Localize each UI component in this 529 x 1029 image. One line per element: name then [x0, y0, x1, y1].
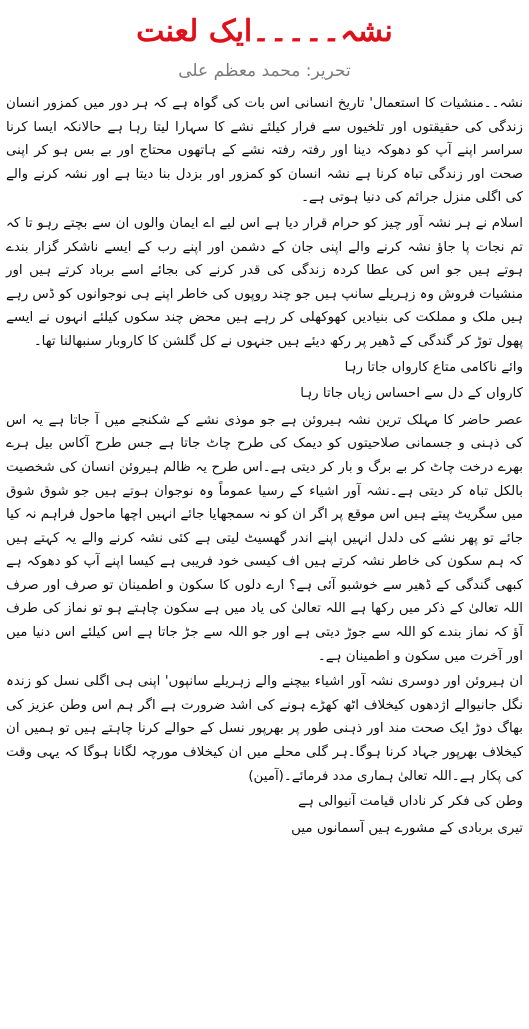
verse-line: وطن کی فکر کر ناداں قیامت آنیوالی ہے [298, 794, 523, 810]
paragraph: ان ہیروئن اور دوسری نشہ آور اشیاء بیچنے والے زہریلے سانپوں' اپنی ہی اگلی نسل کو زندہ نگل جانیوالے اژدھوں کیخلاف اٹھ کھڑے ہونے کی اشد ضرورت ہے اگر ہم اس وطن عزیز کی بھاگ دوڑ ایک صحت مند اور ذہنی طور پر بھرپور نسل کے حوالے کرنا چاہتے ہیں تو ہمیں ان کیخلاف بھرپور جہاد کرنا ہوگا۔ہر گلی محلے میں ان کیخلاف مورچہ لگانا ہوگا کہ یہی وقت کی پکار ہے۔اللہ تعالیٰ ہماری مدد فرمائے۔(آمین) [6, 674, 523, 784]
article-body [6, 92, 523, 843]
paragraph: عصر حاضر کا مہلک ترین نشہ ہیروئن ہے جو موذی نشے کے شکنجے میں آ جاتا ہے یہ اس کی ذہنی و جسمانی صلاحیتوں کو دیمک کی طرح چاٹ جاتا ہے جس طرح آکاس بیل ہرے بھرے درخت چاٹ کر بے برگ و بار کر دیتی ہے۔اس طرح یہ ظالم ہیروئن انسان کی شخصیت بالکل تباہ کر دیتی ہے۔نشہ آور اشیاء کے رسیا عموماً وہ نوجوان ہوتے ہیں جو شوق شوق میں سگریٹ پیتے ہیں اس موقع پر اگر ان کو نہ سمجھایا جائے انہیں اچھا ماحول فراہم نہ کیا جائے تو پھر نشے کی دلدل انہیں اپنے اندر گھسیٹ لیتی ہے کئی نشہ کرنے والے یہ کہتے ہیں کہ ہم سکون کی خاطر نشہ کرتے ہیں اف کیسی خود فریبی ہے کیسا اپنے آپ کو دھوکہ ہے کبھی گندگی کے ڈھیر سے خوشبو آئی ہے؟ ارے دلوں کا سکون و اطمینان تو صرف اور صرف اللہ تعالیٰ کے ذکر میں رکھا ہے اللہ تعالیٰ کی یاد میں ہے سکون چاہتے ہو تو نماز کی طرف آؤ کہ نماز بندے کو اللہ سے جوڑ دیتی ہے اور جو اللہ سے جڑ جاتا ہے اس کیلئے اس دنیا میں اور آخرت میں سکون و اطمینان ہے۔ [6, 412, 523, 664]
article-title: نشہ۔۔۔۔۔ایک لعنت [136, 14, 393, 49]
verse-line: تیری بربادی کے مشورے ہیں آسمانوں میں [291, 820, 523, 836]
verse-line: وائے ناکامی متاع کارواں جاتا رہا [344, 359, 523, 375]
paragraph: نشہ۔۔منشیات کا استعمال' تاریخ انسانی اس بات کی گواہ ہے کہ ہر دور میں کمزور انسان زندگی کی حقیقتوں اور تلخیوں سے فرار کیلئے نشے کا سہارا لیتا رہا ہے حالانکہ ایسا کرنا سراسر اپنے آپ کو دھوکہ دینا اور رفتہ رفتہ نشے کے ہاتھوں محتاج اور بے بس ہو کر اپنی صحت اور زندگی تباہ کرنا ہے نشہ انسان کو کمزور اور بزدل بنا دیتا ہے اور نشہ کرنے والے کی اگلی منزل جرائم کی دنیا ہوتی ہے۔ [6, 96, 523, 206]
verse-line: کارواں کے دل سے احساس زیاں جاتا رہا [300, 386, 523, 402]
article-byline: تحریر: محمد معظم علی [178, 61, 351, 81]
paragraph: اسلام نے ہر نشہ آور چیز کو حرام قرار دیا ہے اس لیے اے ایمان والوں ان سے بچتے رہو تا کہ تم نجات پا جاؤ نشہ کرنے والے اپنی جان کے دشمن اور اپنے رب کے ایسے ناشکر گزار بندے ہوتے ہیں جو اس کی عطا کردہ زندگی کی قدر کرنے کی بجائے اسے برباد کرتے ہیں اور منشیات فروش وہ زہریلے سانپ ہیں جو چند روپوں کی خاطر اپنے ہی نوجوانوں کو ڈس رہے ہیں ملک و مملکت کی بنیادیں کھوکھلی کر رہے ہیں محض چند سکوں کیلئے انہوں نے ایسے پھول توڑ کر گندگی کے ڈھیر پر رکھ دیئے ہیں جنہوں نے کل گلشن کا کاروبار سنبھالنا تھا۔ [6, 215, 523, 349]
